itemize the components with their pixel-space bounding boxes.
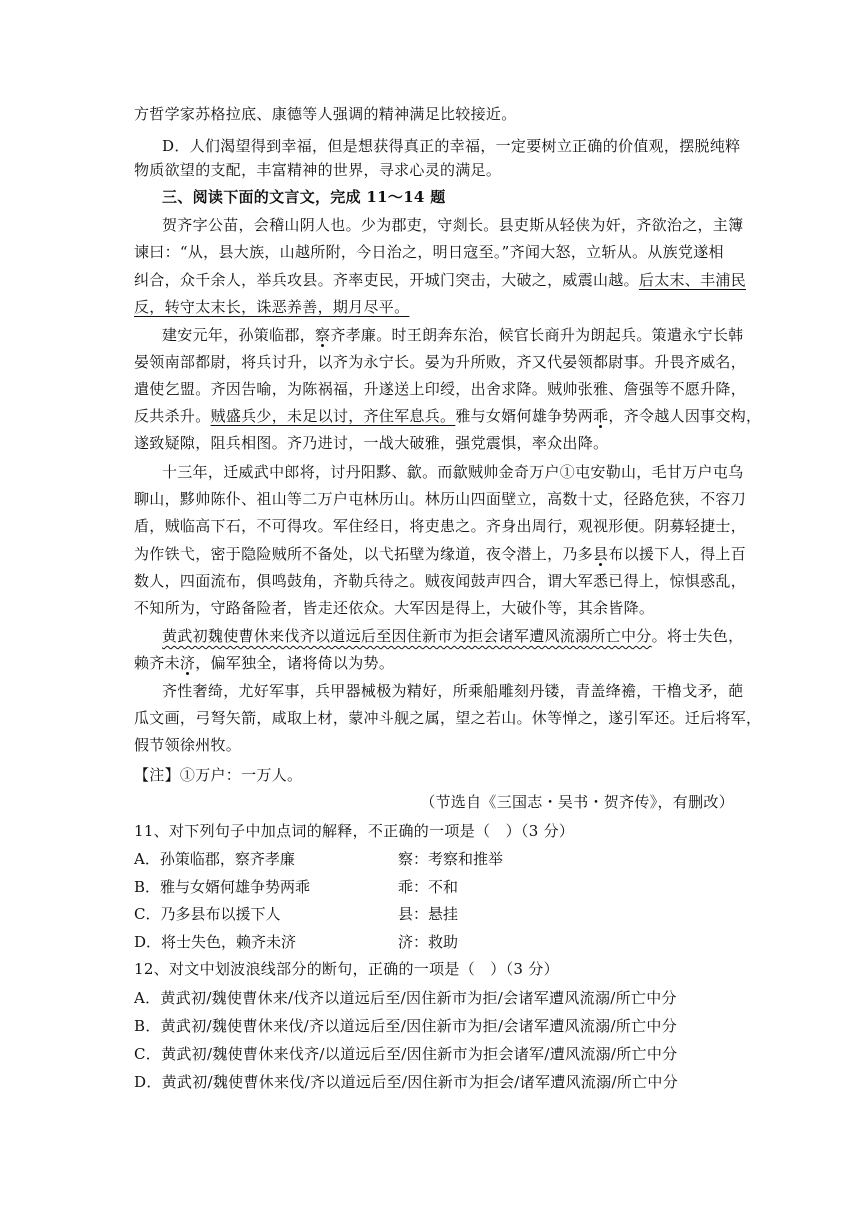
option-d-line-2: 物质欲望的支配，丰富精神的世界，寻求心灵的满足。	[134, 161, 502, 179]
p1-line-2: 谏曰：“从，县大族，山越所附，今日治之，明日寇至。”齐闻大怒，立斩从。从族党遂相	[134, 243, 724, 261]
underlined-sentence-2: 贼盛兵少，未足以讨，齐住军息兵。	[210, 407, 456, 425]
p5-line-3: 假节领徐州牧。	[134, 736, 242, 754]
p1-line-3-text: 纠合，众千余人，举兵攻县。齐率吏民，开城门突击，大破之，威震山越。	[134, 271, 639, 289]
q11-option-c-sentence: C．乃多县布以援下人	[134, 905, 281, 923]
q11-option-a-sentence: A．孙策临郡，察齐孝廉	[134, 850, 295, 868]
annotation-note: 【注】①万户：一万人。	[134, 766, 303, 784]
intro-line-1: 方哲学家苏格拉底、康德等人强调的精神满足比较接近。	[134, 105, 517, 123]
q11-option-c-explain: 县：悬挂	[398, 905, 459, 923]
p4-line-1	[162, 623, 744, 650]
p2-line-4-a: 反共杀升。	[134, 407, 211, 425]
p2-line-1-b: 齐孝廉。时王朗奔东治，候官长商升为朗起兵。策遣永宁长韩	[330, 326, 744, 344]
p3-line-2: 聊山，黟帅陈仆、祖山等二万户屯林历山。林历山四面壁立，高数十丈，径路危狭，不容刀	[134, 490, 747, 508]
q12-option-a: A．黄武初/魏使曹休来/伐齐以道远后至/因住新市为拒/会诸军遭风流溺/所亡中分	[134, 989, 677, 1007]
p3-line-4-a: 为作铁弋，密于隐险贼所不备处，以弋拓壁为缘道，夜令潜上，乃多	[134, 545, 594, 563]
q12-option-c: C．黄武初/魏使曹休来伐齐/以道远后至/因住新市为拒会诸军/遭风流溺/所亡中分	[134, 1045, 678, 1063]
p3-line-1: 十三年，迁威武中郎将，讨丹阳黟、歙。而歙贼帅金奇万户①屯安勒山，毛甘万户屯乌	[162, 463, 744, 481]
p2-line-3: 遣使乞盟。齐因告喻，为陈祸福，升遂送上印绶，出舍求降。贼帅张雅、詹强等不愿升降，	[134, 380, 747, 398]
p3-line-4-b: 布以援下人，得上百	[608, 545, 747, 563]
p4-line-2	[134, 650, 734, 677]
q11-option-a-explain: 察：考察和推举	[398, 850, 504, 868]
dotted-word-xian: 县	[593, 545, 609, 563]
q12-option-b: B．黄武初/魏使曹休来伐/齐以道远后至/因住新市为拒/会诸军遭风流溺/所亡中分	[134, 1017, 677, 1035]
p1-line-3	[134, 267, 747, 294]
p3-line-5: 数人，四面流布，俱鸣鼓角，齐勒兵待之。贼夜闻鼓声四合，谓大军悉已得上，惊惧惑乱，	[134, 572, 747, 590]
p5-line-2: 瓜文画，弓弩矢箭，咸取上材，蒙冲斗舰之属，望之若山。休等惮之，遂引军还。迁后将军，	[134, 709, 762, 727]
p2-line-5: 遂致疑隙，阻兵相图。齐乃进讨，一战大破雅，强党震惧，率众出降。	[134, 434, 609, 452]
dotted-word-cha: 察	[315, 326, 331, 344]
q12-option-d: D．黄武初/魏使曹休来伐/齐以道远后至/因住新市为拒会/诸军遭风流溺/所亡中分	[134, 1073, 678, 1091]
option-d-line-1: D．人们渴望得到幸福，但是想获得真正的幸福，一定要树立正确的价值观，摆脱纯粹	[162, 137, 741, 155]
dotted-word-ji: 济	[179, 654, 196, 672]
p2-line-4-b: 雅与女婿何雄争势两	[455, 407, 594, 425]
section-title: 三、阅读下面的文言文，完成 11～14 题	[162, 188, 446, 206]
p2-line-4	[134, 403, 762, 430]
q11-option-b-explain: 乖：不和	[398, 878, 459, 896]
p3-line-4	[134, 541, 747, 568]
p2-line-1-a: 建安元年，孙策临郡，	[162, 326, 316, 344]
q11-option-d-sentence: D．将士失色，赖齐未济	[134, 933, 297, 951]
p3-line-3: 盾，贼临高下石，不可得攻。军住经日，将吏患之。齐身出周行，观视形便。阴募轻捷士，	[134, 517, 747, 535]
source-citation: （节选自《三国志・吴书・贺齐传》，有删改）	[420, 793, 734, 811]
dotted-word-guai: 乖	[593, 407, 609, 425]
underlined-sentence-1a: 后太末、丰浦民	[638, 271, 747, 289]
p3-line-6: 不知所为，守路备险者，皆走还依众。大军因是得上，大破仆等，其余皆降。	[134, 599, 655, 617]
q11-option-b-sentence: B．雅与女婿何雄争势两乖	[134, 878, 311, 896]
underlined-sentence-1b: 反，转守太末长，诛恶养善，期月尽平。	[134, 298, 410, 316]
p1-line-1: 贺齐字公苗，会稽山阴人也。少为郡吏，守剡长。县吏斯从轻侠为奸，齐欲治之，主簿	[162, 216, 744, 234]
p4-line-2-b: ，偏军独全，诸将倚以为势。	[195, 654, 395, 672]
q11-option-d-explain: 济：救助	[398, 933, 459, 951]
p2-line-1	[162, 322, 744, 349]
p4-line-2-a: 赖齐未	[134, 654, 180, 672]
question-11-stem: 11、对下列句子中加点词的解释，不正确的一项是（ ）（3 分）	[134, 822, 575, 840]
p5-line-1: 齐性奢绮，尤好军事，兵甲器械极为精好，所乘船雕刻丹镂，青盖绛襜，干橹戈矛，葩	[162, 682, 744, 700]
p2-line-4-c: ，齐令越人因事交构，	[608, 407, 762, 425]
wavy-underlined-passage: 黄武初魏使曹休来伐齐以道远后至因住新市为拒会诸军遭风流溺所亡中分	[162, 627, 652, 645]
p2-line-2: 晏领南部都尉，将兵讨升，以齐为永宁长。晏为升所败，齐又代晏领都尉事。升畏齐威名，	[134, 353, 747, 371]
p4-line-1-b: 。将士失色，	[651, 627, 744, 645]
question-12-stem: 12、对文中划波浪线部分的断句，正确的一项是（ ）（3 分）	[134, 960, 559, 978]
